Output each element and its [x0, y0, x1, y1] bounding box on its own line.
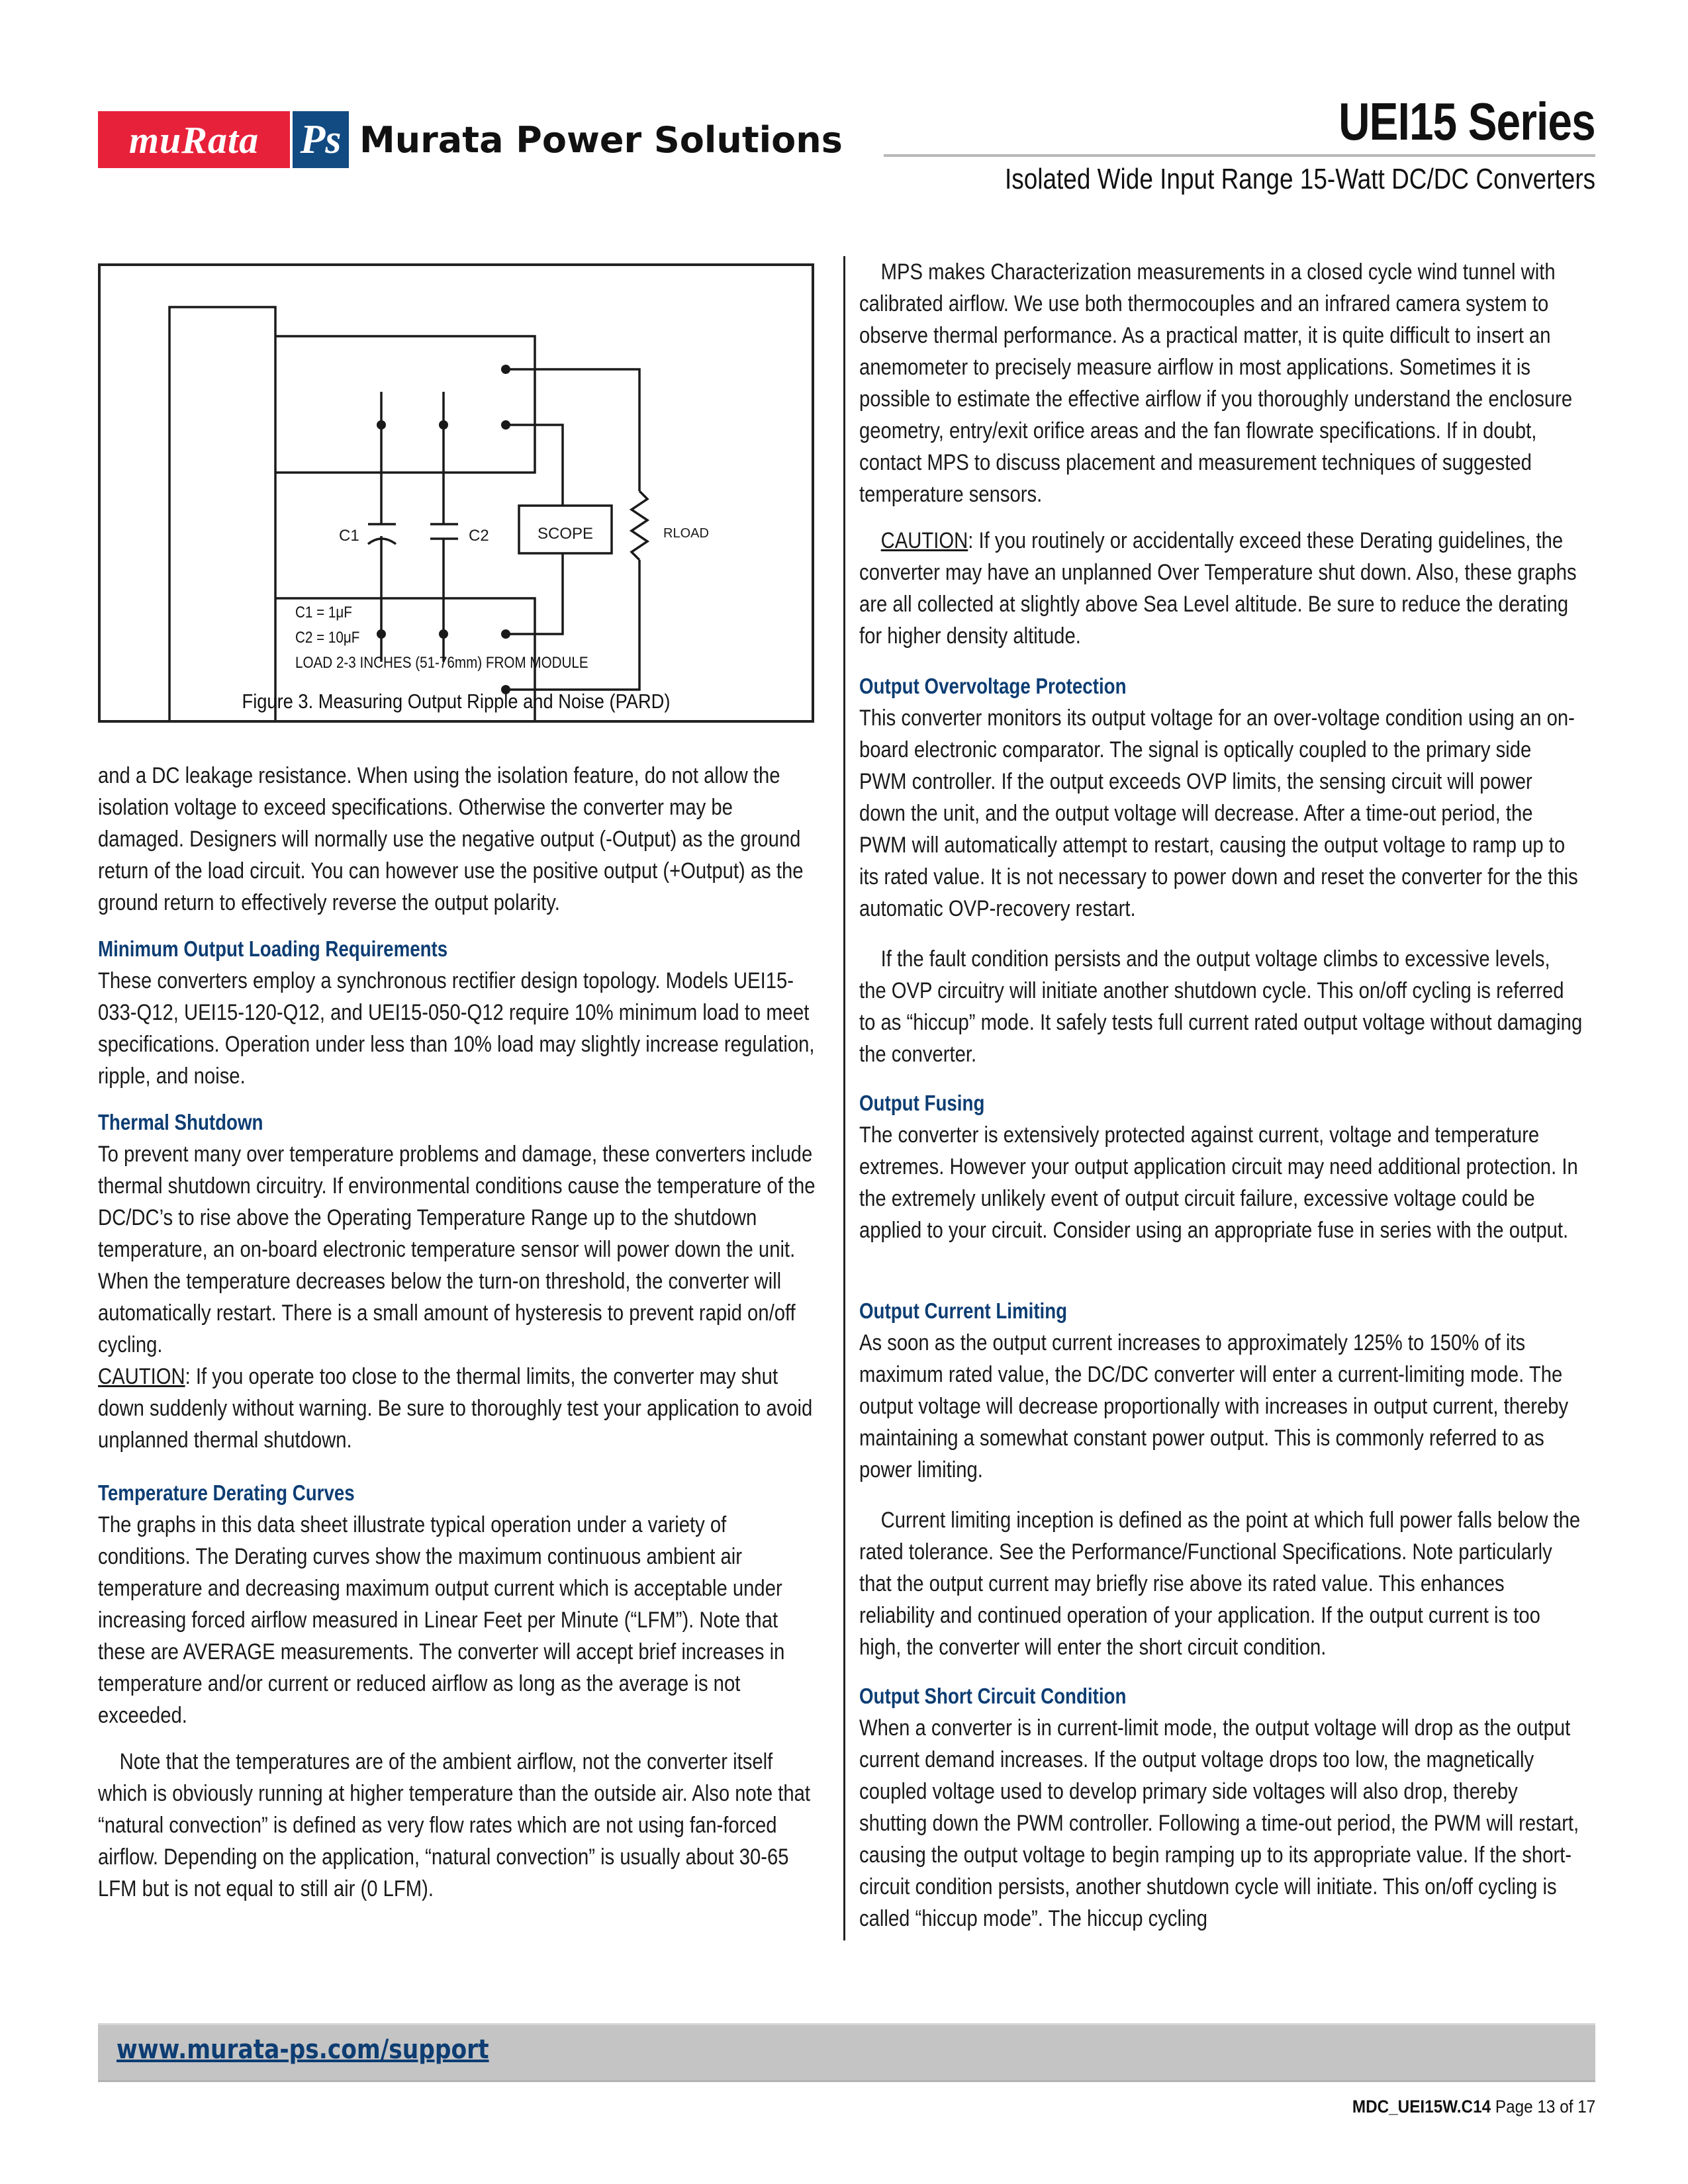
current-limiting-inception-paragraph: Current limiting inception is defined as the point at which full power falls below the rated tolerance. See the Performance/Functional Specifications. Note particularly that the output current may briefly rise above its rated value. This enhances reliability and continued operation of your application. If the output current is too high, the converter will enter the short circuit condition.	[859, 1508, 1581, 1660]
current-limiting-paragraph: As soon as the output current increases to approximately 125% to 150% of its maximum rated value, the DC/DC converter will enter a current-limiting mode. The output voltage will decrease proportionally with increases in output current, thereby maintaining a somewhat constant power output. This is commonly referred to as power limiting.	[859, 1330, 1569, 1482]
heading-temperature-derating: Temperature Derating Curves	[98, 1480, 355, 1505]
circuit-schematic	[101, 266, 812, 720]
figure-note-c2: C2 = 10μF	[295, 629, 360, 647]
rload-label: RLOAD	[663, 526, 709, 541]
murata-wordmark: muRata	[98, 111, 290, 168]
ovp-hiccup-paragraph: If the fault condition persists and the output voltage climbs to excessive levels, the OVP circuitry will initiate another shutdown cycle. This on/off cycling is referred to as “hiccup” mode. It safely tests full current rated output voltage without damaging the converter.	[859, 946, 1583, 1067]
caution-label: CAUTION	[880, 528, 968, 553]
heading-output-fusing: Output Fusing	[859, 1091, 985, 1115]
output-fusing-paragraph: The converter is extensively protected against current, voltage and temperature extremes. However your output application circuit may need additional protection. In the extremely unlikely event of output circuit failure, excessive voltage could be applied to your circuit. Consider using an appropriate fuse in series with the output.	[859, 1122, 1578, 1243]
heading-minimum-output-loading: Minimum Output Loading Requirements	[98, 936, 448, 961]
minimum-loading-paragraph: These converters employ a synchronous rectifier design topology. Models UEI15-033-Q12, UEI15-120-Q12, and UEI15-050-Q12 require 10% minimum load to meet specifications. Operation under less than 10% load may slightly increase regulation, ripple, and noise.	[98, 968, 815, 1089]
figure-note-load: LOAD 2-3 INCHES (51-76mm) FROM MODULE	[295, 654, 588, 672]
heading-thermal-shutdown: Thermal Shutdown	[98, 1110, 263, 1134]
thermal-caution-paragraph	[98, 1361, 821, 1456]
heading-output-overvoltage: Output Overvoltage Protection	[859, 674, 1127, 698]
document-subtitle: Isolated Wide Input Range 15-Watt DC/DC Converters	[1004, 163, 1595, 195]
ovp-paragraph: This converter monitors its output voltage for an over-voltage condition using an on-board electronic comparator. The signal is optically coupled to the primary side PWM controller. If the output exceeds OVP limits, the sensing circuit will power down the unit, and the output voltage will decrease. After a time-out period, the PWM will automatically attempt to restart, causing the output voltage to ramp up to its rated value. It is not necessary to power down and reset the converter for the this automatic OVP-recovery restart.	[859, 705, 1578, 921]
isolation-paragraph: and a DC leakage resistance. When using the isolation feature, do not allow the isolation voltage to exceed specifications. Otherwise the converter may be damaged. Designers will normally use the negative output (-Output) as the ground return of the load circuit. You can however use the positive output (+Output) as the ground return to effectively reverse the output polarity.	[98, 763, 804, 915]
ps-logo-mark: Ps	[293, 111, 349, 168]
figure-caption: Figure 3. Measuring Output Ripple and Noise (PARD)	[242, 690, 671, 713]
support-link[interactable]: www.murata-ps.com/support	[117, 2034, 489, 2065]
page-info	[1352, 2097, 1595, 2117]
murata-logo	[98, 111, 843, 168]
scope-label: SCOPE	[537, 525, 594, 543]
characterization-paragraph: MPS makes Characterization measurements in a closed cycle wind tunnel with calibrated airflow. We use both thermocouples and an infrared camera system to observe thermal performance. As a practical matter, it is quite difficult to insert an anemometer to precisely measure airflow in most applications. Sometimes it is possible to estimate the effective airflow if you thoroughly understand the enclosure geometry, entry/exit orifice areas and the fan flowrate specifications. If in doubt, contact MPS to discuss placement and measurement techniques of suggested temperature sensors.	[859, 259, 1573, 507]
figure-3-pard-diagram	[98, 263, 814, 723]
derating-paragraph: The graphs in this data sheet illustrate typical operation under a variety of conditions. The Derating curves show the maximum continuous ambient air temperature and decreasing maximum output current which is acceptable under increasing forced airflow measured in Linear Feet per Minute (“LFM”). Note that these are AVERAGE measurements. The converter will accept brief increases in temperature and/or current or reduced airflow as long as the average is not exceeded.	[98, 1512, 785, 1728]
page-number: Page 13 of 17	[1495, 2097, 1595, 2116]
short-circuit-paragraph: When a converter is in current-limit mode, the output voltage will drop as the output current demand increases. If the output voltage drops too low, the magnetically coupled voltage used to develop primary side voltages will also drop, thereby shutting down the PWM controller. Following a time-out period, the PWM will restart, causing the output voltage to begin ramping up to its appropriate value. If the short-circuit condition persists, another shutdown cycle will initiate. This on/off cycling is called “hiccup mode”. The hiccup cycling	[859, 1715, 1579, 1931]
document-code: MDC_UEI15W.C14	[1352, 2097, 1491, 2116]
column-divider	[843, 256, 845, 1940]
caution-text: : If you routinely or accidentally exceed these Derating guidelines, the converter may have an unplanned Over Temperature shut down. Also, these graphs are all collected at slightly above Sea Level altitude. Be sure to reduce the derating for higher density altitude.	[859, 528, 1577, 649]
caution-text: : If you operate too close to the thermal limits, the converter may shut down suddenly without warning. Be sure to thoroughly test your application to avoid unplanned thermal shutdown.	[98, 1364, 813, 1453]
c1-label: C1	[339, 527, 359, 545]
c2-label: C2	[469, 527, 489, 545]
caution-label: CAUTION	[98, 1364, 185, 1389]
company-name: Murata Power Solutions	[359, 118, 843, 161]
thermal-shutdown-paragraph: To prevent many over temperature problems and damage, these converters include thermal shutdown circuitry. If environmental conditions cause the temperature of the DC/DC’s to rise above the Operating Temperature Range up to the shutdown temperature, an on-board electronic temperature sensor will power down the unit. When the temperature decreases below the turn-on threshold, the converter will automatically restart. There is a small amount of hysteresis to prevent rapid on/off cycling.	[98, 1142, 816, 1357]
series-title: UEI15 Series	[1338, 92, 1595, 151]
footer-bar	[98, 2023, 1595, 2082]
derating-caution-paragraph	[859, 525, 1582, 652]
heading-output-current-limiting: Output Current Limiting	[859, 1298, 1068, 1323]
heading-output-short-circuit: Output Short Circuit Condition	[859, 1684, 1127, 1708]
ambient-airflow-paragraph: Note that the temperatures are of the ambient airflow, not the converter itself which is obviously running at higher temperature than the outside air. Also note that “natural convection” is defined as very flow rates which are not using fan-forced airflow. Depending on the application, “natural convection” is usually about 30-65 LFM but is not equal to still air (0 LFM).	[98, 1749, 811, 1901]
header-divider	[884, 154, 1595, 157]
figure-note-c1: C1 = 1μF	[295, 604, 352, 621]
